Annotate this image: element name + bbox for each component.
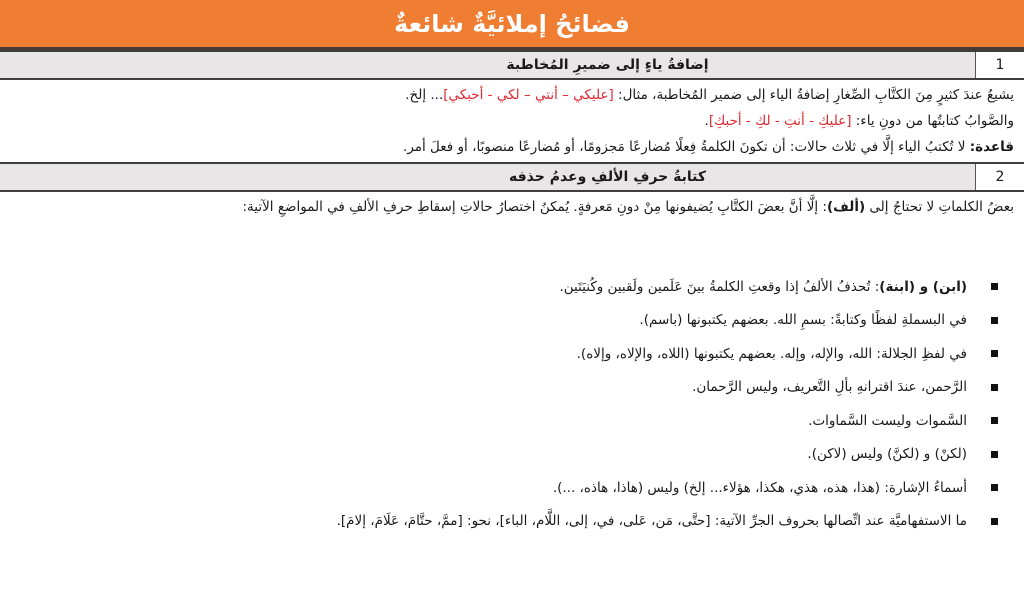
list-item: السَّموات وليست السَّماوات.: [0, 404, 998, 438]
rule-label: قاعدة:: [969, 139, 1014, 155]
square-bullet-icon: [991, 484, 998, 491]
square-bullet-icon: [991, 417, 998, 424]
square-bullet-icon: [991, 451, 998, 458]
list-item: (ابن) و (ابنة) : تُحذفُ الألفُ إذا وقعتِ الكلمةُ بينَ عَلَمين ولَقبين وكُنيَتَين.: [0, 270, 998, 304]
list-item: (لكنْ) و (لكنَّ) وليس (لاكن).: [0, 438, 998, 472]
section-2-intro: بعضُ الكلماتِ لا تحتاجُ إلى (ألف): إلَّا أنَّ بعضَ الكتَّابِ يُضيفونها مِنْ دونِ مَعرفةٍ. يُمكنُ اختصارُ حالاتِ إسقاطِ حرفِ الألفِ في المواضعِ الآتية:: [242, 199, 1014, 215]
section-1-heading: إضافةُ ياءٍ إلى ضميرِ المُخاطبة: [506, 57, 709, 73]
section-2-heading: كتابةُ حرفِ الألفِ وعدمُ حذفه: [508, 169, 707, 185]
square-bullet-icon: [991, 350, 998, 357]
square-bullet-icon: [991, 283, 998, 290]
section-1-line-2: والصَّوابُ كتابتُها من دونِ ياء: [عليكِ - أنتِ - لكِ - أحبكِ].: [704, 113, 1014, 129]
list-item: في لفظِ الجلالة: الله، والإله، وإله. بعضهم يكتبونها (اللاه، والإلاه، وإلاه).: [0, 337, 998, 371]
page-title: فضائحُ إملائيَّةٌ شائعةٌ: [0, 0, 1024, 50]
list-item: في البسملةِ لفظًا وكتابةً: بسمِ الله. بعضهم يكتبونها (باسم).: [0, 304, 998, 338]
incorrect-examples: [عليكي – أنتي – لكي - أحبكي]: [443, 87, 614, 103]
square-bullet-icon: [991, 317, 998, 324]
section-1-line-1: يشيعُ عندَ كثيرٍ مِنَ الكتَّابِ الصِّغارِ إضافةُ الياء إلى ضمير المُخاطبة، مثال: [عليكي – أنتي – لكي - أحبكي]... إلخ.: [405, 87, 1014, 103]
section-1-rule: قاعدة: لا تُكتبُ الياء إلَّا في ثلاث حالات: أن تكونَ الكلمةُ فِعلًا مُضارعًا مَجزومًا، أو مُضارعًا منصوبًا، أو فعلَ أمر.: [403, 139, 1014, 155]
section-1-number: 1: [975, 52, 1024, 78]
section-1-header: [0, 50, 1024, 80]
alef-rules-list: [0, 270, 1024, 538]
square-bullet-icon: [991, 518, 998, 525]
list-item: ما الاستفهاميَّة عند اتِّصالها بحروف الجرِّ الآتية: [حتَّى، مَن، عَلى، في، إلى، اللَّام، الباء]، نحو: [ممَّ، حتَّامَ، عَلَامَ، إلامَ].: [0, 505, 998, 539]
list-item: أسماءُ الإشارة: (هذا، هذه، هذي، هكذا، هؤلاء... إلخ) وليس (هاذا، هاذه، ...).: [0, 471, 998, 505]
section-1-body: [0, 80, 1024, 160]
list-item: الرَّحمن، عندَ اقترانهِ بألِ التَّعريف، وليس الرَّحمان.: [0, 371, 998, 405]
section-2-header: [0, 162, 1024, 192]
section-2-number: 2: [975, 164, 1024, 190]
square-bullet-icon: [991, 384, 998, 391]
correct-examples: [عليكِ - أنتِ - لكِ - أحبكِ]: [708, 113, 852, 129]
